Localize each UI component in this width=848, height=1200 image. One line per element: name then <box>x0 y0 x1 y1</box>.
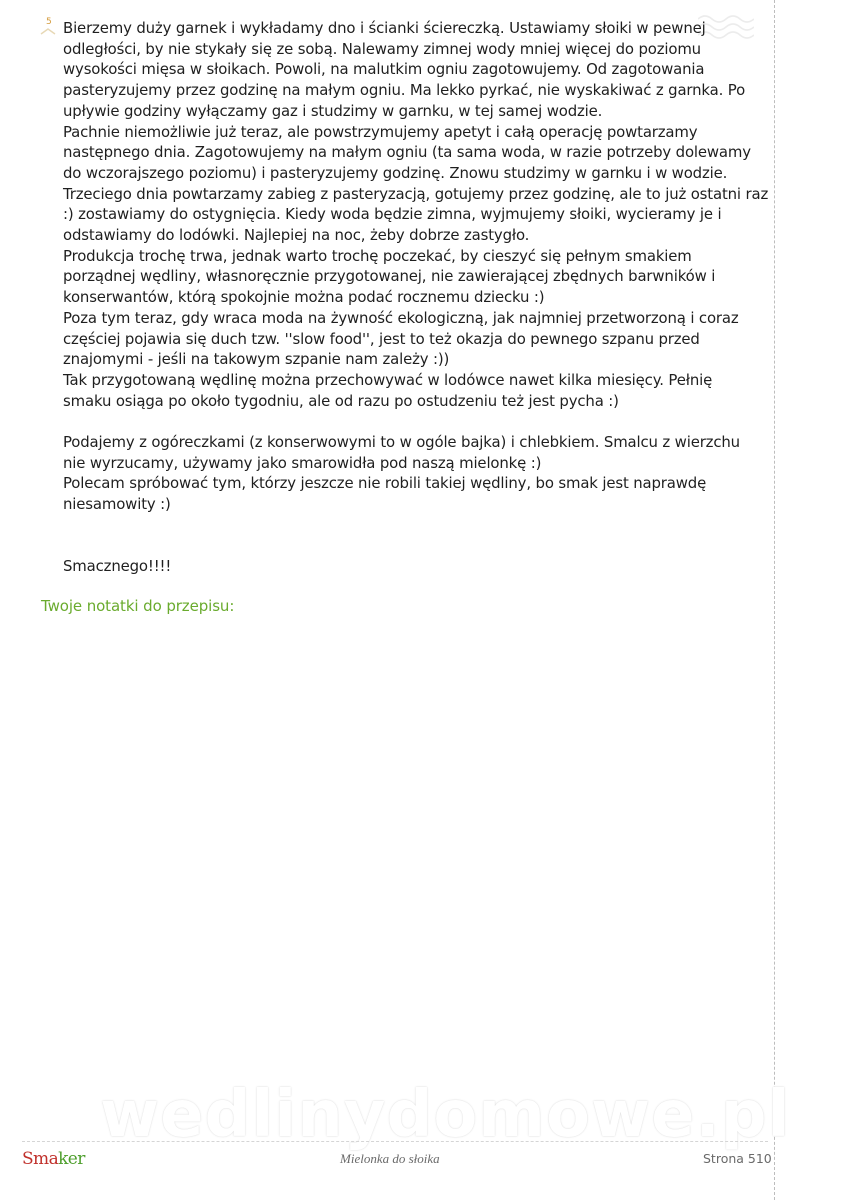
recipe-step-text <box>63 18 769 577</box>
text-line: pasteryzujemy przez godzinę na małym ogniu. Ma lekko pyrkać, nie wyskakiwać z garnka. Po <box>63 81 746 100</box>
text-line: następnego dnia. Zagotowujemy na małym ogniu (ta sama woda, w razie potrzeby dolewamy <box>63 143 751 162</box>
margin-divider <box>774 0 775 1200</box>
text-line: konserwantów, którą spokojnie można podać rocznemu dziecku :) <box>63 288 545 307</box>
text-line: Polecam spróbować tym, którzy jeszcze nie robili takiej wędliny, bo smak jest naprawdę <box>63 474 707 493</box>
blank-line <box>63 515 763 536</box>
text-line: smaku osiąga po około tygodniu, ale od razu po ostudzeniu też jest pycha :) <box>63 391 619 410</box>
text-line: :) zostawiamy do ostygnięcia. Kiedy woda będzie zimna, wyjmujemy słoiki, wycieramy je i <box>63 205 722 224</box>
brand-logo <box>22 1149 85 1169</box>
text-line: do wczorajszego poziomu) i pasteryzujemy godzinę. Znowu studzimy w garnku i w wodzie. <box>63 163 728 182</box>
text-line: niesamowity :) <box>63 495 171 514</box>
brand-logo-part1: Sma <box>22 1149 59 1169</box>
text-line: częściej pojawia się duch tzw. ''slow food'', jest to też okazja do pewnego szpanu przed <box>63 329 700 348</box>
text-line: wysokości mięsa w słoikach. Powoli, na malutkim ogniu zagotowujemy. Od zagotowania <box>63 60 705 79</box>
footer-divider <box>22 1141 768 1142</box>
text-line: porządnej wędliny, własnoręcznie przygotowanej, nie zawierającej zbędnych barwników i <box>63 267 716 286</box>
page-number: Strona 510 <box>703 1151 772 1166</box>
text-line: Bierzemy duży garnek i wykładamy dno i ścianki ściereczką. Ustawiamy słoiki w pewnej <box>63 19 706 37</box>
notes-heading: Twoje notatki do przepisu: <box>41 597 235 615</box>
text-line: Produkcja trochę trwa, jednak warto trochę poczekać, by cieszyć się pełnym smakiem <box>63 246 692 265</box>
text-line: znajomymi - jeśli na takowym szpanie nam zależy :)) <box>63 350 450 369</box>
watermark: wedlinydomowe.pl <box>100 1078 791 1152</box>
blank-line <box>63 411 763 432</box>
text-line: upływie godziny wyłączamy gaz i studzimy w garnku, w tej samej wodzie. <box>63 101 603 120</box>
step-chevron-icon <box>40 27 56 35</box>
text-line: nie wyrzucamy, używamy jako smarowidła pod naszą mielonkę :) <box>63 453 542 472</box>
text-line: odstawiamy do lodówki. Najlepiej na noc, żeby dobrze zastygło. <box>63 226 530 245</box>
text-line: Smacznego!!!! <box>63 557 172 576</box>
text-line: Podajemy z ogóreczkami (z konserwowymi to w ogóle bajka) i chlebkiem. Smalcu z wierzchu <box>63 433 740 452</box>
text-line: odległości, by nie stykały się ze sobą. Nalewamy zimnej wody mniej więcej do poziomu <box>63 39 701 58</box>
text-line: Poza tym teraz, gdy wraca moda na żywność ekologiczną, jak najmniej przetworzoną i coraz <box>63 308 739 327</box>
document-title: Mielonka do słoika <box>340 1151 440 1166</box>
brand-logo-part2: ker <box>58 1149 85 1169</box>
blank-line <box>63 536 763 557</box>
text-line: Tak przygotowaną wędlinę można przechowywać w lodówce nawet kilka miesięcy. Pełnię <box>63 370 713 389</box>
text-line: Trzeciego dnia powtarzamy zabieg z pasteryzacją, gotujemy przez godzinę, ale to już ostatni raz <box>63 184 769 203</box>
step-number: 5 <box>46 17 52 27</box>
text-line: Pachnie niemożliwie już teraz, ale powstrzymujemy apetyt i całą operację powtarzamy <box>63 122 698 141</box>
